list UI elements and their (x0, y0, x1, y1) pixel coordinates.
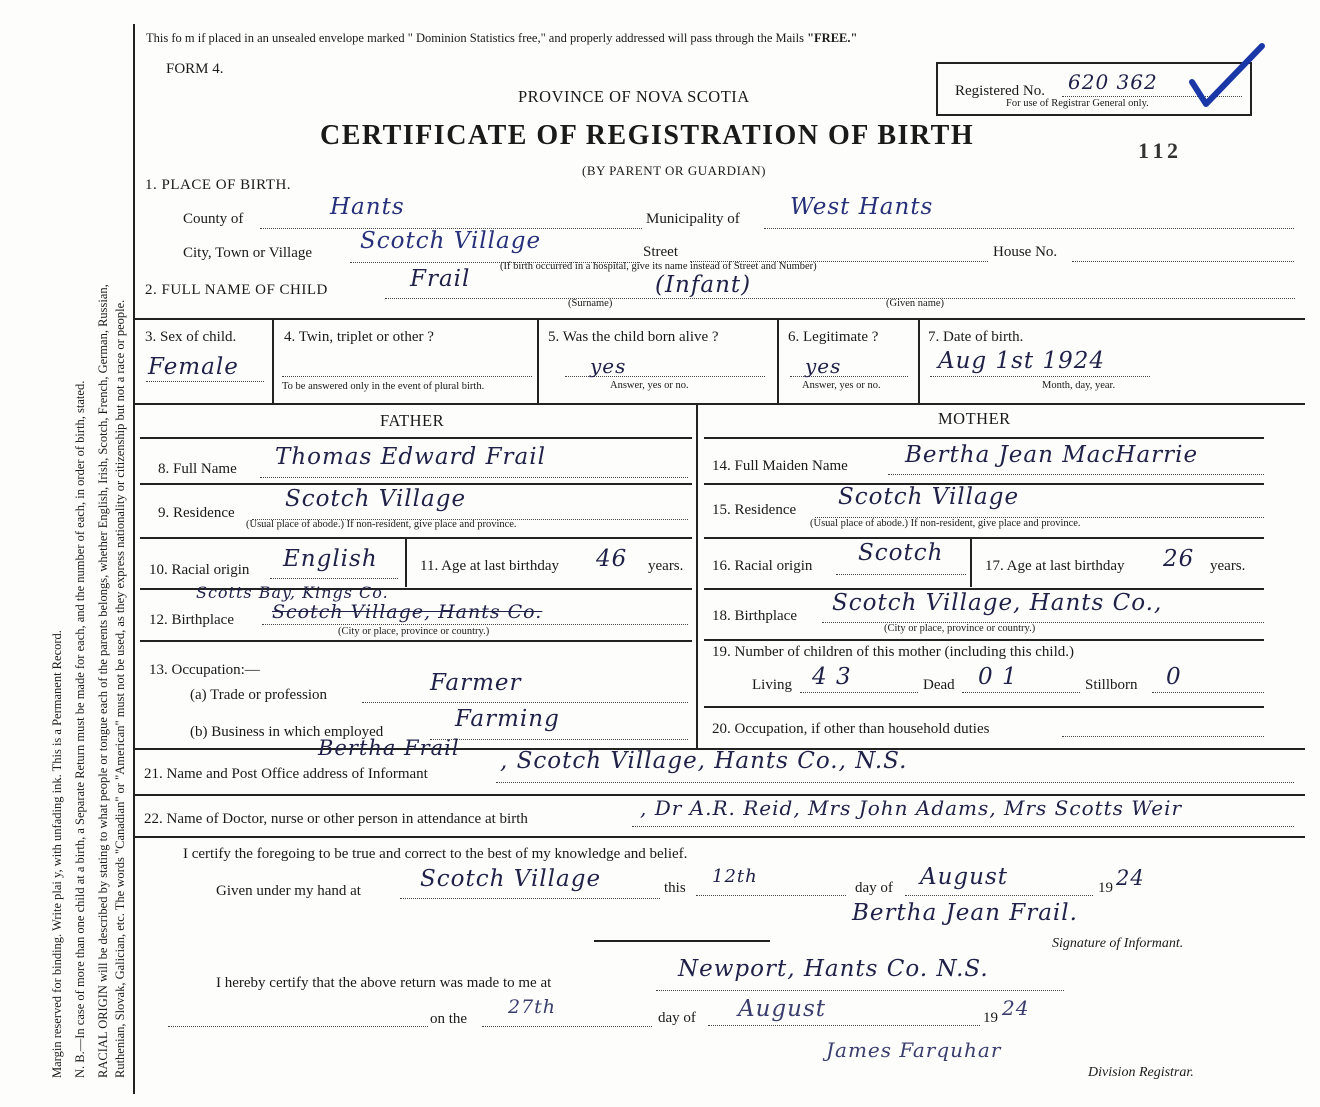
city-value: Scotch Village (360, 228, 542, 254)
stamp-number: 1 1 2 (1138, 138, 1177, 163)
hospital-note: (If birth occurred in a hospital, give its name instead of Street and Number) (500, 261, 817, 272)
registrar-signature: James Farquhar (826, 1038, 1002, 1062)
sex-label: 3. Sex of child. (145, 329, 237, 345)
margin-racial-origin-note-1: RACIAL ORIGIN will be described by stating to what people or tongue each of the parents belongs, whether English, Irish, Scotch, French, German, Russian, (96, 284, 110, 1078)
mother-name-label: 14. Full Maiden Name (712, 458, 848, 474)
hereby-certify: I hereby certify that the above return was made to me at (216, 975, 552, 991)
born-alive-value: yes (590, 354, 627, 378)
legitimate-label: 6. Legitimate ? (788, 329, 879, 345)
informant-signature-caption: Signature of Informant. (1052, 936, 1184, 951)
mother-maiden-name: Bertha Jean MacHarrie (905, 442, 1199, 468)
twin-label: 4. Twin, triplet or other ? (284, 329, 434, 345)
father-trade: Farmer (430, 670, 522, 696)
separator-line (594, 940, 770, 942)
dob-note: Month, day, year. (1042, 380, 1116, 391)
blue-checkmark-icon (1188, 40, 1268, 110)
certify-statement: I certify the foregoing to be true and correct to the best of my knowledge and belief. (183, 846, 688, 862)
mother-occupation-label: 20. Occupation, if other than household duties (712, 721, 990, 737)
this-label: this (664, 880, 686, 896)
legitimate-note: Answer, yes or no. (802, 380, 881, 391)
mother-years: years. (1210, 558, 1246, 574)
mother-birthplace: Scotch Village, Hants Co., (832, 590, 1163, 616)
given-month: August (920, 864, 1009, 890)
province-heading: PROVINCE OF NOVA SCOTIA (518, 87, 750, 106)
county-value: Hants (330, 194, 405, 220)
father-racial-label: 10. Racial origin (149, 562, 250, 578)
registration-year: 24 (1002, 996, 1030, 1020)
dob-value: Aug 1st 1924 (938, 348, 1105, 374)
informant-label: 21. Name and Post Office address of Informant (144, 766, 428, 782)
sex-value: Female (148, 354, 239, 380)
mother-age-label: 17. Age at last birthday (985, 558, 1125, 574)
father-trade-label: (a) Trade or profession (190, 687, 328, 703)
doctor-value: , Dr A.R. Reid, Mrs John Adams, Mrs Scotts Weir (640, 796, 1183, 820)
mother-residence-note: (Usual place of abode.) If non-resident, give place and province. (810, 518, 1081, 529)
registered-number: 620 362 (1068, 70, 1158, 94)
father-residence-note: (Usual place of abode.) If non-resident, give place and province. (246, 519, 517, 530)
margin-binding-note: Margin reserved for binding. Write plai y, with unfading ink. This is a Permanent Record. (50, 630, 64, 1078)
municipality-value: West Hants (790, 194, 934, 220)
registered-label: Registered No. (955, 83, 1045, 99)
informant-address: , Scotch Village, Hants Co., N.S. (500, 748, 908, 774)
informant-name: Bertha Frail (318, 736, 460, 760)
father-occupation-label: 13. Occupation:— (149, 662, 260, 678)
on-the-label: on the (430, 1011, 468, 1027)
father-birthplace-note: (City or place, province or country.) (338, 626, 490, 637)
mail-notice: This fo m if placed in an unsealed envelope marked " Dominion Statistics free," and properly addressed will pass through the Mails "FREE." (146, 31, 858, 45)
day-of-label: day of (855, 880, 893, 896)
mother-racial-label: 16. Racial origin (712, 558, 813, 574)
mother-children-label: 19. Number of children of this mother (including this child.) (712, 644, 1075, 660)
doctor-label: 22. Name of Doctor, nurse or other person in attendance at birth (144, 811, 528, 827)
mother-age: 26 (1163, 546, 1195, 572)
mother-heading: MOTHER (938, 409, 1011, 428)
father-business-label: (b) Business in which employed (190, 724, 384, 740)
dob-label: 7. Date of birth. (928, 329, 1024, 345)
child-name-label: 2. FULL NAME OF CHILD (145, 282, 328, 298)
born-alive-label: 5. Was the child born alive ? (548, 329, 719, 345)
form-left-rule (133, 24, 135, 1094)
legitimate-value: yes (805, 354, 842, 378)
mother-residence: Scotch Village (838, 484, 1020, 510)
city-label: City, Town or Village (183, 245, 313, 261)
given-day: 12th (712, 866, 758, 887)
father-residence-label: 9. Residence (158, 505, 235, 521)
father-racial-origin: English (283, 546, 378, 572)
registration-year-prefix: 19 (983, 1010, 998, 1026)
father-name-label: 8. Full Name (158, 461, 237, 477)
street-label: Street (643, 244, 678, 260)
certificate-subtitle: (BY PARENT OR GUARDIAN) (582, 163, 767, 178)
living-count: 4 3 (812, 664, 852, 690)
child-given-name: (Infant) (655, 272, 752, 298)
registration-month: August (738, 996, 827, 1022)
municipality-label: Municipality of (646, 211, 740, 227)
dead-label: Dead (923, 677, 955, 693)
father-residence: Scotch Village (285, 486, 467, 512)
stillborn-count: 0 (1166, 664, 1182, 690)
margin-multiple-birth-note: N. B.—In case of more than one child at a birth, a Separate Return must be made for each, and the number of each, in order of birth, stated. (73, 380, 87, 1078)
given-year: 24 (1116, 866, 1145, 890)
given-year-prefix: 19 (1098, 880, 1113, 896)
living-label: Living (752, 677, 792, 693)
informant-signature: Bertha Jean Frail. (852, 900, 1078, 926)
county-label: County of (183, 211, 244, 227)
house-number-label: House No. (993, 244, 1058, 260)
father-age: 46 (596, 546, 628, 572)
margin-racial-origin-note-2: Ruthenian, Slovak, Galician, etc. The words "Canadian" or "American" must not be used, as they express nationality or citizenship but not a race or people. (113, 299, 127, 1078)
mother-birthplace-note: (City or place, province or country.) (884, 623, 1036, 634)
dead-count: 0 1 (978, 664, 1018, 690)
given-place: Scotch Village (420, 866, 602, 892)
given-label: Given under my hand at (216, 883, 361, 899)
father-age-label: 11. Age at last birthday (420, 558, 559, 574)
certificate-title: CERTIFICATE OF REGISTRATION OF BIRTH (320, 120, 975, 151)
child-surname: Frail (410, 266, 471, 292)
registration-day: 27th (508, 996, 557, 1018)
day-of-label-2: day of (658, 1010, 696, 1026)
stillborn-label: Stillborn (1085, 677, 1138, 693)
father-name: Thomas Edward Frail (275, 444, 546, 470)
mother-residence-label: 15. Residence (712, 502, 797, 518)
father-years: years. (648, 558, 684, 574)
form-number: FORM 4. (166, 61, 224, 77)
father-birthplace-label: 12. Birthplace (149, 612, 234, 628)
father-heading: FATHER (380, 411, 445, 430)
father-birthplace-correction: Scotts Bay, Kings Co. (196, 583, 389, 602)
mother-birthplace-label: 18. Birthplace (712, 608, 797, 624)
registrar-caption: Division Registrar. (1088, 1065, 1194, 1080)
father-business: Farming (455, 706, 560, 732)
father-birthplace-struck: Scotch Village, Hants Co. (272, 601, 543, 623)
place-of-birth-label: 1. PLACE OF BIRTH. (145, 177, 292, 193)
registration-place: Newport, Hants Co. N.S. (678, 956, 989, 982)
given-name-caption: (Given name) (886, 298, 945, 309)
mother-racial-origin: Scotch (858, 540, 944, 566)
twin-note: To be answered only in the event of plural birth. (282, 381, 485, 392)
registrar-note: For use of Registrar General only. (1006, 98, 1149, 109)
surname-caption: (Surname) (568, 298, 613, 309)
born-alive-note: Answer, yes or no. (610, 380, 689, 391)
